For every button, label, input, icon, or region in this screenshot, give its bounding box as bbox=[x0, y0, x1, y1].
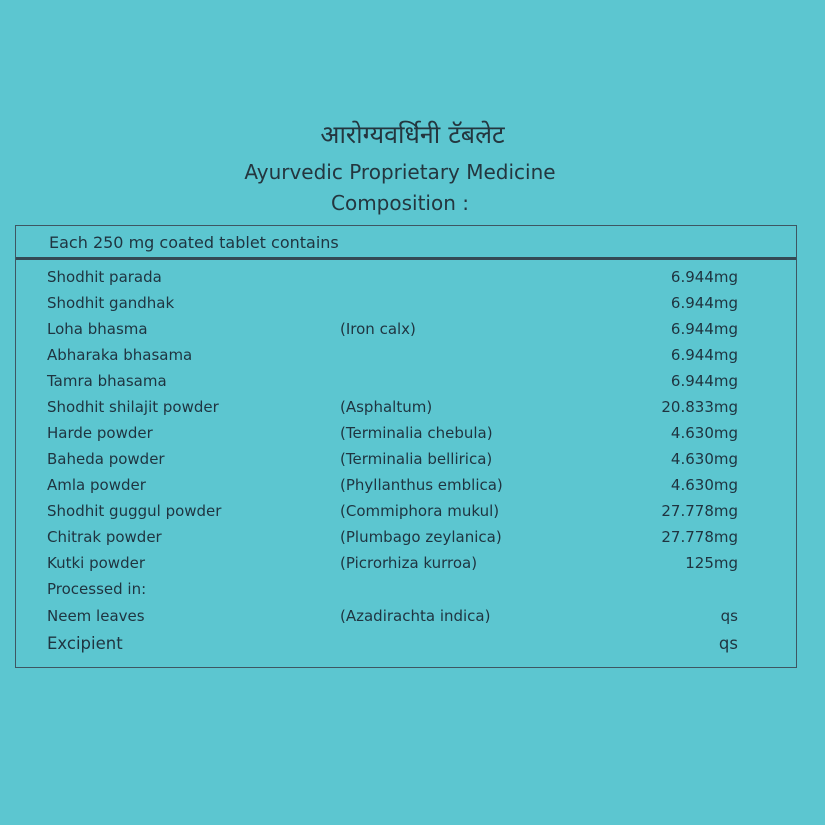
ingredient-qty: 20.833mg bbox=[661, 398, 738, 416]
ingredient-latin: (Commiphora mukul) bbox=[340, 502, 500, 520]
table-row bbox=[16, 472, 796, 498]
ingredient-qty: 27.778mg bbox=[661, 502, 738, 520]
ingredient-qty: 125mg bbox=[685, 554, 738, 572]
table-row bbox=[16, 631, 796, 657]
heading-divider bbox=[16, 257, 796, 260]
ingredient-qty: 6.944mg bbox=[670, 372, 738, 390]
ingredient-name: Processed in: bbox=[47, 580, 147, 598]
table-row bbox=[16, 368, 796, 394]
composition-table bbox=[15, 225, 797, 668]
ingredient-latin: (Iron calx) bbox=[340, 320, 416, 338]
table-row bbox=[16, 498, 796, 524]
table-row bbox=[16, 420, 796, 446]
ingredient-qty: 4.630mg bbox=[670, 476, 738, 494]
ingredient-name: Harde powder bbox=[47, 424, 153, 442]
ingredient-qty: 4.630mg bbox=[670, 450, 738, 468]
ingredient-qty: 6.944mg bbox=[670, 268, 738, 286]
table-row bbox=[16, 394, 796, 420]
ingredient-name: Shodhit gandhak bbox=[47, 294, 175, 312]
table-row bbox=[16, 446, 796, 472]
ingredient-latin: (Phyllanthus emblica) bbox=[340, 476, 503, 494]
ingredient-name: Loha bhasma bbox=[47, 320, 148, 338]
ingredient-name: Abharaka bhasama bbox=[47, 346, 193, 364]
table-heading: Each 250 mg coated tablet contains bbox=[49, 233, 339, 252]
table-row bbox=[16, 524, 796, 550]
ingredient-qty: qs bbox=[718, 634, 738, 653]
ingredient-name: Chitrak powder bbox=[47, 528, 162, 546]
ingredient-name: Shodhit parada bbox=[47, 268, 162, 286]
table-row bbox=[16, 264, 796, 290]
composition-heading: Composition : bbox=[331, 191, 469, 215]
ingredient-qty: 6.944mg bbox=[670, 320, 738, 338]
table-row bbox=[16, 290, 796, 316]
table-row bbox=[16, 550, 796, 576]
ingredient-name: Tamra bhasama bbox=[47, 372, 167, 390]
ingredient-name: Neem leaves bbox=[47, 607, 145, 625]
table-row bbox=[16, 342, 796, 368]
ingredient-qty: 6.944mg bbox=[670, 346, 738, 364]
ingredient-latin: (Terminalia bellirica) bbox=[340, 450, 493, 468]
ingredient-name: Kutki powder bbox=[47, 554, 145, 572]
table-row bbox=[16, 603, 796, 629]
product-title-hindi: आरोग्यवर्धिनी टॅबलेट bbox=[320, 120, 505, 149]
ingredient-latin: (Picrorhiza kurroa) bbox=[340, 554, 478, 572]
ingredient-latin: (Asphaltum) bbox=[340, 398, 433, 416]
ingredient-name: Baheda powder bbox=[47, 450, 165, 468]
product-subtitle: Ayurvedic Proprietary Medicine bbox=[244, 160, 556, 184]
ingredient-qty: qs bbox=[720, 607, 738, 625]
ingredient-name: Shodhit guggul powder bbox=[47, 502, 222, 520]
ingredient-latin: (Azadirachta indica) bbox=[340, 607, 491, 625]
ingredient-latin: (Plumbago zeylanica) bbox=[340, 528, 502, 546]
table-row bbox=[16, 316, 796, 342]
ingredient-name: Amla powder bbox=[47, 476, 146, 494]
ingredient-qty: 6.944mg bbox=[670, 294, 738, 312]
ingredient-name: Shodhit shilajit powder bbox=[47, 398, 219, 416]
table-row bbox=[16, 576, 796, 602]
ingredient-qty: 4.630mg bbox=[670, 424, 738, 442]
ingredient-name: Excipient bbox=[47, 634, 123, 653]
ingredient-latin: (Terminalia chebula) bbox=[340, 424, 493, 442]
ingredient-qty: 27.778mg bbox=[661, 528, 738, 546]
